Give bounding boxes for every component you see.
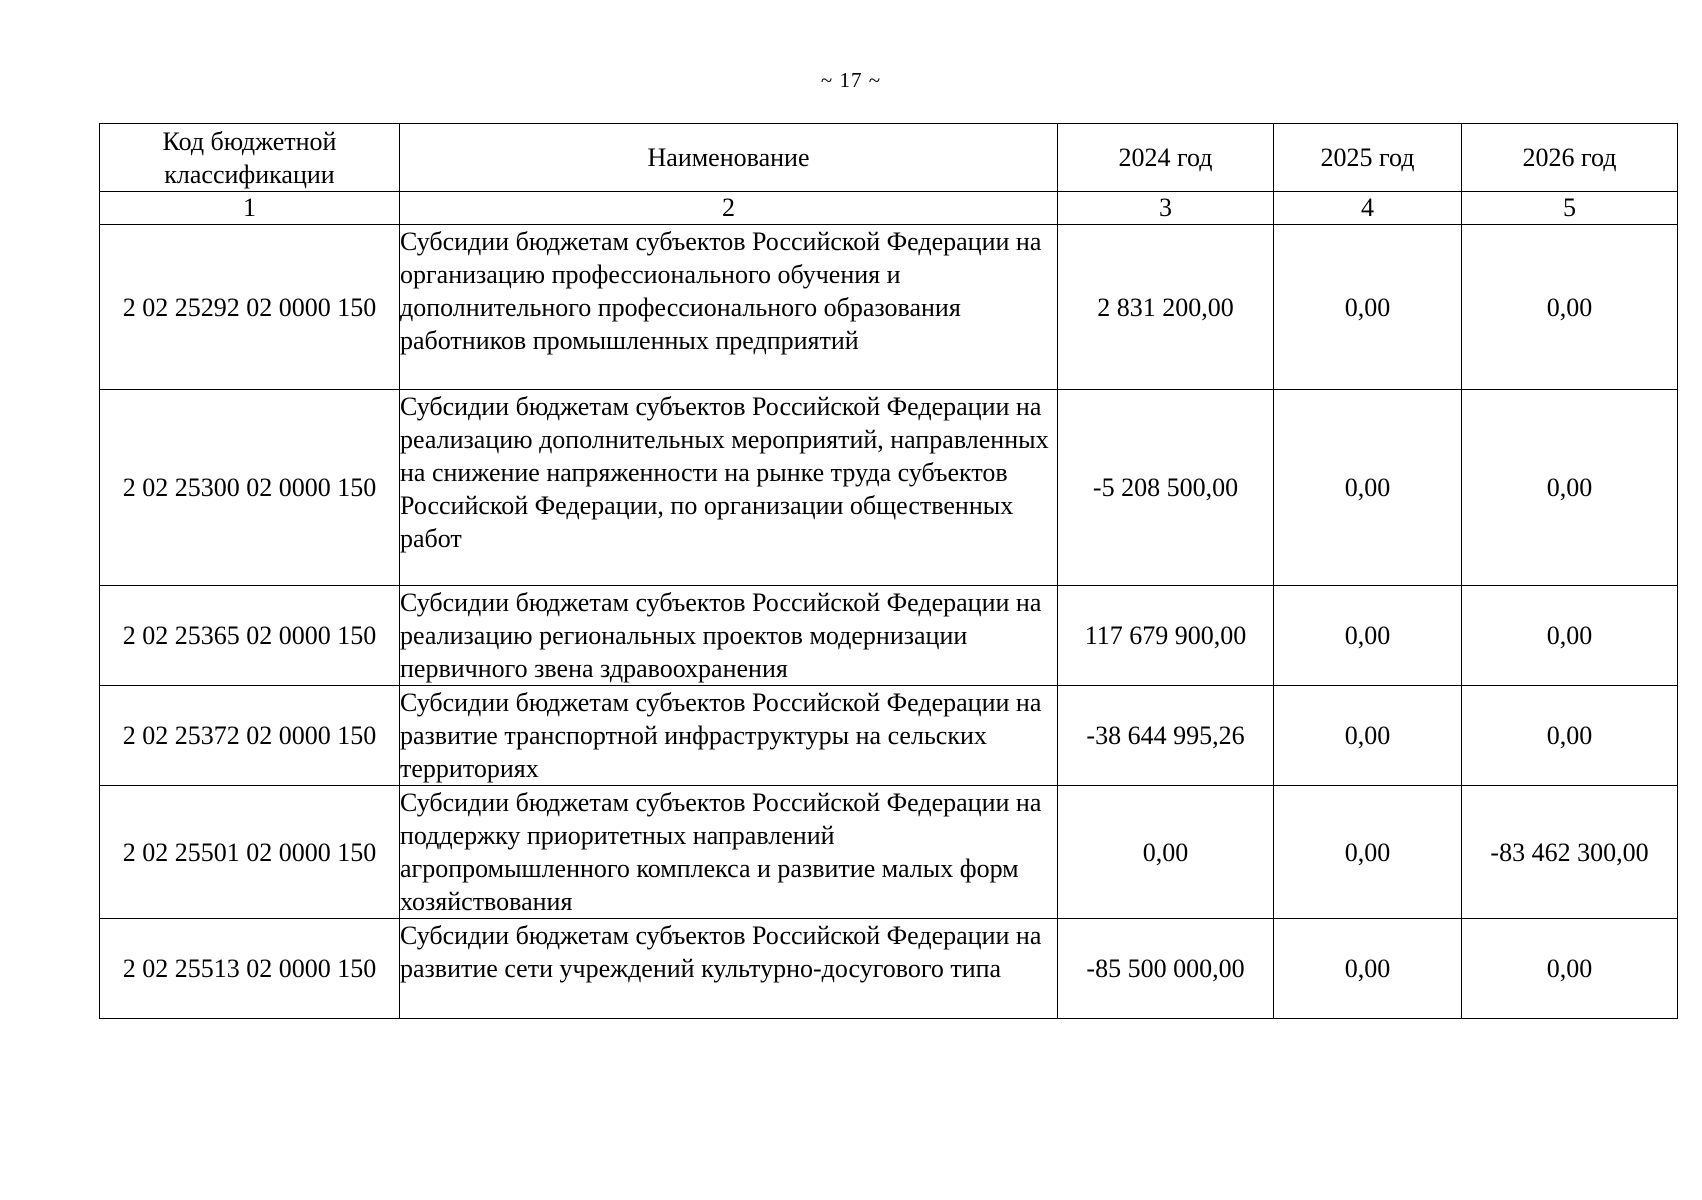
table-row (100, 586, 1678, 686)
value-2024-cell: 117 679 900,00 (1058, 586, 1274, 686)
table-row (100, 919, 1678, 1019)
budget-code-cell: 2 02 25513 02 0000 150 (100, 919, 400, 1019)
budget-code-cell: 2 02 25300 02 0000 150 (100, 390, 400, 586)
name-cell: Субсидии бюджетам субъектов Российской Федерации на организацию профессионального обучения и дополнительного профессионального образования работников промышленных предприятий (400, 225, 1058, 390)
value-2026-cell: 0,00 (1462, 586, 1678, 686)
table-row (100, 686, 1678, 786)
value-2024-cell: -85 500 000,00 (1058, 919, 1274, 1019)
column-number: 1 (100, 192, 400, 225)
value-2024-cell: 0,00 (1058, 786, 1274, 919)
value-2025-cell: 0,00 (1274, 686, 1462, 786)
value-2025-cell: 0,00 (1274, 225, 1462, 390)
budget-code-cell: 2 02 25501 02 0000 150 (100, 786, 400, 919)
budget-code-cell: 2 02 25365 02 0000 150 (100, 586, 400, 686)
column-number: 2 (400, 192, 1058, 225)
column-number: 3 (1058, 192, 1274, 225)
header-2025: 2025 год (1274, 124, 1462, 192)
value-2026-cell: 0,00 (1462, 225, 1678, 390)
value-2026-cell: 0,00 (1462, 390, 1678, 586)
name-cell: Субсидии бюджетам субъектов Российской Федерации на поддержку приоритетных направлений агропромышленного комплекса и развитие малых форм хозяйствования (400, 786, 1058, 919)
value-2025-cell: 0,00 (1274, 390, 1462, 586)
value-2024-cell: 2 831 200,00 (1058, 225, 1274, 390)
value-2024-cell: -38 644 995,26 (1058, 686, 1274, 786)
value-2026-cell: -83 462 300,00 (1462, 786, 1678, 919)
header-row (100, 124, 1678, 192)
value-2026-cell: 0,00 (1462, 686, 1678, 786)
page-number: ~ 17 ~ (820, 68, 882, 92)
header-code: Код бюджетной классификации (100, 124, 400, 192)
value-2025-cell: 0,00 (1274, 786, 1462, 919)
value-2026-cell: 0,00 (1462, 919, 1678, 1019)
name-cell: Субсидии бюджетам субъектов Российской Федерации на реализацию региональных проектов модернизации первичного звена здравоохранения (400, 586, 1058, 686)
name-cell: Субсидии бюджетам субъектов Российской Федерации на реализацию дополнительных мероприятий, направленных на снижение напряженности на рынке труда субъектов Российской Федерации, по организации общественных работ (400, 390, 1058, 586)
value-2025-cell: 0,00 (1274, 586, 1462, 686)
name-cell: Субсидии бюджетам субъектов Российской Федерации на развитие транспортной инфраструктуры на сельских территориях (400, 686, 1058, 786)
value-2024-cell: -5 208 500,00 (1058, 390, 1274, 586)
budget-code-cell: 2 02 25292 02 0000 150 (100, 225, 400, 390)
column-number: 4 (1274, 192, 1462, 225)
header-2026: 2026 год (1462, 124, 1678, 192)
value-2025-cell: 0,00 (1274, 919, 1462, 1019)
column-number-row (100, 192, 1678, 225)
column-number: 5 (1462, 192, 1678, 225)
table-row (100, 786, 1678, 919)
header-2024: 2024 год (1058, 124, 1274, 192)
budget-code-cell: 2 02 25372 02 0000 150 (100, 686, 400, 786)
budget-table (99, 123, 1678, 1019)
table-row (100, 390, 1678, 586)
table-row (100, 225, 1678, 390)
name-cell: Субсидии бюджетам субъектов Российской Федерации на развитие сети учреждений культурно-досугового типа (400, 919, 1058, 1019)
header-name: Наименование (400, 124, 1058, 192)
